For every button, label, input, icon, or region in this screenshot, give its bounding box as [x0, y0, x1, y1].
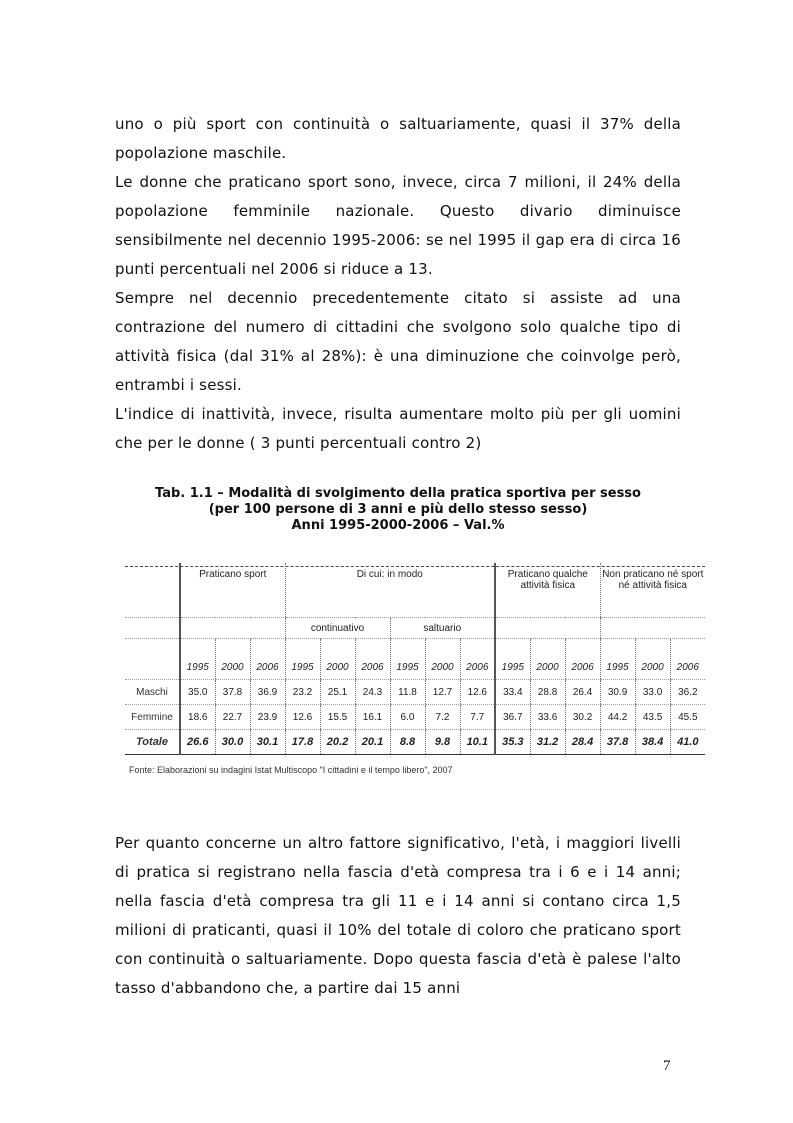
text-line-group: Le donne che praticano sport sono, invece, circa 7 milioni, il 24% della popolazione femminile nazionale. Questo divario diminuisce sensibilmente nel decennio 1995-2006: se nel 1995 il gap era di circa 16 punti percentuali nel 2006 si riduce a 13. [115, 173, 681, 278]
year-header-cell: 1995 [600, 639, 635, 680]
body-paragraph-top [115, 110, 681, 458]
year-header-cell: 1995 [390, 639, 425, 680]
table-cell: 36.9 [250, 680, 285, 705]
table-cell: 33.6 [530, 705, 565, 730]
header-non-praticano: Non praticano né sport né attività fisica [600, 563, 705, 618]
table-cell: 15.5 [320, 705, 355, 730]
table-cell: 7.7 [460, 705, 495, 730]
table-cell: 12.7 [425, 680, 460, 705]
table-cell: 28.4 [565, 730, 600, 755]
table-cell: 43.5 [635, 705, 670, 730]
table-cell: 24.3 [355, 680, 390, 705]
table-source-note: Fonte: Elaborazioni su indagini Istat Multiscopo "I cittadini e il tempo libero", 2007 [129, 765, 453, 775]
year-header-cell: 1995 [180, 639, 215, 680]
table-cell: 10.1 [460, 730, 495, 755]
text-line-group: uno o più sport con continuità o saltuariamente, quasi il 37% della popolazione maschile. [115, 115, 681, 162]
table-row [125, 705, 705, 730]
row-label: Totale [125, 730, 180, 755]
header-qualche-attivita: Praticano qualche attività fisica [495, 563, 600, 618]
table-cell: 11.8 [390, 680, 425, 705]
text-line-group: Sempre nel decennio precedentemente citato si assiste ad una contrazione del numero di cittadini che svolgono solo qualche tipo di attività fisica (dal 31% al 28%): è una diminuzione che coinvolge però, entrambi i sessi. [115, 289, 681, 394]
table-cell: 44.2 [600, 705, 635, 730]
table-cell: 30.2 [565, 705, 600, 730]
table-row-total [125, 730, 705, 755]
table-cell: 7.2 [425, 705, 460, 730]
body-paragraph-bottom: Per quanto concerne un altro fattore significativo, l'età, i maggiori livelli di pratica si registrano nella fascia d'età compresa tra i 6 e i 14 anni; nella fascia d'età compresa tra gli 11 e i 14 anni si contano circa 1,5 milioni di praticanti, quasi il 10% del totale di coloro che praticano sport con continuità o saltuariamente. Dopo questa fascia d'età è palese l'alto tasso d'abbandono che, a partire dai 15 anni [115, 834, 681, 997]
row-label: Femmine [125, 705, 180, 730]
table-cell: 36.2 [670, 680, 705, 705]
table-cell: 26.4 [565, 680, 600, 705]
table-cell: 35.3 [495, 730, 530, 755]
table-cell: 38.4 [635, 730, 670, 755]
year-header-cell: 2000 [215, 639, 250, 680]
caption-line-2: (per 100 persone di 3 anni e più dello stesso sesso) [208, 502, 588, 517]
table-cell: 20.2 [320, 730, 355, 755]
table-cell: 30.1 [250, 730, 285, 755]
table-cell: 31.2 [530, 730, 565, 755]
table-cell: 36.7 [495, 705, 530, 730]
table-cell: 22.7 [215, 705, 250, 730]
text-line-group: L'indice di inattività, invece, risulta aumentare molto più per gli uomini che per le donne ( 3 punti percentuali contro 2) [115, 405, 681, 452]
table-cell: 28.8 [530, 680, 565, 705]
year-header-cell: 2000 [320, 639, 355, 680]
year-header-row [125, 639, 705, 680]
table-cell: 16.1 [355, 705, 390, 730]
table-cell: 12.6 [285, 705, 320, 730]
row-label: Maschi [125, 680, 180, 705]
table-cell: 25.1 [320, 680, 355, 705]
table-cell: 18.6 [180, 705, 215, 730]
table-cell: 23.9 [250, 705, 285, 730]
year-header-cell: 2006 [670, 639, 705, 680]
year-header-cell: 2006 [460, 639, 495, 680]
table-cell: 8.8 [390, 730, 425, 755]
table-cell: 6.0 [390, 705, 425, 730]
year-header-cell: 1995 [285, 639, 320, 680]
data-table-image [125, 563, 705, 778]
year-header-cell: 2006 [355, 639, 390, 680]
table-cell: 33.4 [495, 680, 530, 705]
table-cell: 37.8 [215, 680, 250, 705]
table-cell: 23.2 [285, 680, 320, 705]
table-cell: 33.0 [635, 680, 670, 705]
table-cell: 26.6 [180, 730, 215, 755]
page-number: 7 [663, 1058, 671, 1074]
table-cell: 30.9 [600, 680, 635, 705]
subheader-continuativo: continuativo [285, 618, 390, 639]
table-cell: 12.6 [460, 680, 495, 705]
table-cell: 37.8 [600, 730, 635, 755]
header-di-cui: Di cui: in modo [285, 563, 495, 618]
table-cell: 45.5 [670, 705, 705, 730]
year-header-cell: 2000 [530, 639, 565, 680]
table-cell: 17.8 [285, 730, 320, 755]
table-cell: 35.0 [180, 680, 215, 705]
header-praticano-sport: Praticano sport [180, 563, 285, 618]
table-cell: 20.1 [355, 730, 390, 755]
subheader-saltuario: saltuario [390, 618, 495, 639]
table-cell: 9.8 [425, 730, 460, 755]
year-header-cell: 2006 [565, 639, 600, 680]
year-header-cell: 2006 [250, 639, 285, 680]
year-header-cell: 1995 [495, 639, 530, 680]
table-cell: 41.0 [670, 730, 705, 755]
table-row [125, 680, 705, 705]
caption-line-1: Tab. 1.1 – Modalità di svolgimento della pratica sportiva per sesso [155, 486, 641, 501]
year-header-cell: 2000 [425, 639, 460, 680]
caption-line-3: Anni 1995-2000-2006 – Val.% [291, 518, 505, 533]
table-caption [115, 486, 681, 534]
table-cell: 30.0 [215, 730, 250, 755]
year-header-cell: 2000 [635, 639, 670, 680]
sport-practice-table [125, 563, 705, 755]
